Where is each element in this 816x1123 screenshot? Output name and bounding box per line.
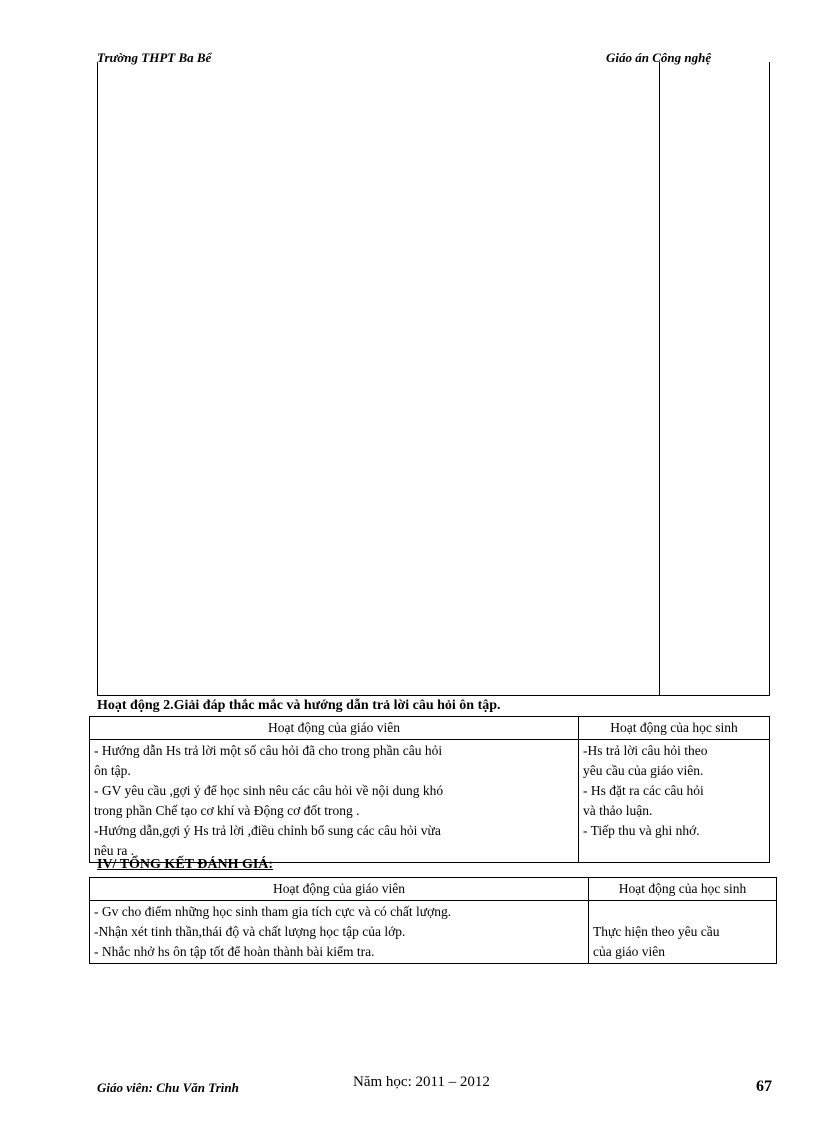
section4-title: IV/ TỔNG KẾT ĐÁNH GIÁ: <box>97 857 274 872</box>
student-line: của giáo viên <box>593 944 665 959</box>
activity-table-continuation <box>97 62 770 696</box>
footer-teacher: Giáo viên: Chu Văn Trình <box>97 1080 239 1095</box>
table-row <box>90 740 770 863</box>
teacher-line: nêu ra . <box>94 843 135 858</box>
header-doc-type: Giáo án Công nghệ <box>606 50 712 65</box>
teacher-line: trong phần Chế tạo cơ khí và Động cơ đốt trong . <box>94 803 360 818</box>
col-teacher-header: Hoạt động của giáo viên <box>90 717 579 740</box>
student-line: Thực hiện theo yêu cầu <box>593 924 720 939</box>
student-line: và thảo luận. <box>583 803 653 818</box>
teacher-cell <box>90 901 589 964</box>
student-line <box>593 902 772 922</box>
student-line: yêu cầu của giáo viên. <box>583 763 704 778</box>
teacher-line: - Nhắc nhở hs ôn tập tốt để hoàn thành bài kiểm tra. <box>94 944 375 959</box>
activity2-title: Hoạt động 2.Giải đáp thắc mắc và hướng dẫn trả lời câu hỏi ôn tập. <box>97 698 501 713</box>
header-school: Trường THPT Ba Bể <box>97 50 212 65</box>
activity2-table <box>89 716 770 863</box>
student-cell <box>579 740 770 863</box>
section4-table <box>89 877 777 964</box>
col-student-header: Hoạt động của học sinh <box>589 878 777 901</box>
col-teacher-header: Hoạt động của giáo viên <box>90 878 589 901</box>
column-divider <box>659 62 660 695</box>
col-student-header: Hoạt động của học sinh <box>579 717 770 740</box>
student-line: - Hs đặt ra các câu hỏi <box>583 783 704 798</box>
teacher-line: -Nhận xét tinh thần,thái độ và chất lượng học tập của lớp. <box>94 924 406 939</box>
teacher-line: -Hướng dẫn,gợi ý Hs trả lời ,điều chỉnh bổ sung các câu hỏi vừa <box>94 823 441 838</box>
teacher-cell <box>90 740 579 863</box>
table-header-row <box>90 717 770 740</box>
teacher-line: - Gv cho điểm những học sinh tham gia tích cực và có chất lượng. <box>94 904 452 919</box>
table-row <box>90 901 777 964</box>
page-number: 67 <box>756 1078 772 1095</box>
teacher-line: - GV yêu cầu ,gợi ý để học sinh nêu các câu hỏi về nội dung khó <box>94 783 444 798</box>
student-line: - Tiếp thu và ghi nhớ. <box>583 823 700 838</box>
teacher-line: ôn tập. <box>94 763 131 778</box>
footer-school-year: Năm học: 2011 – 2012 <box>353 1074 490 1090</box>
student-cell <box>589 901 777 964</box>
student-line: -Hs trả lời câu hỏi theo <box>583 743 708 758</box>
teacher-line: - Hướng dẫn Hs trả lời một số câu hỏi đã cho trong phần câu hỏi <box>94 743 443 758</box>
table-header-row <box>90 878 777 901</box>
